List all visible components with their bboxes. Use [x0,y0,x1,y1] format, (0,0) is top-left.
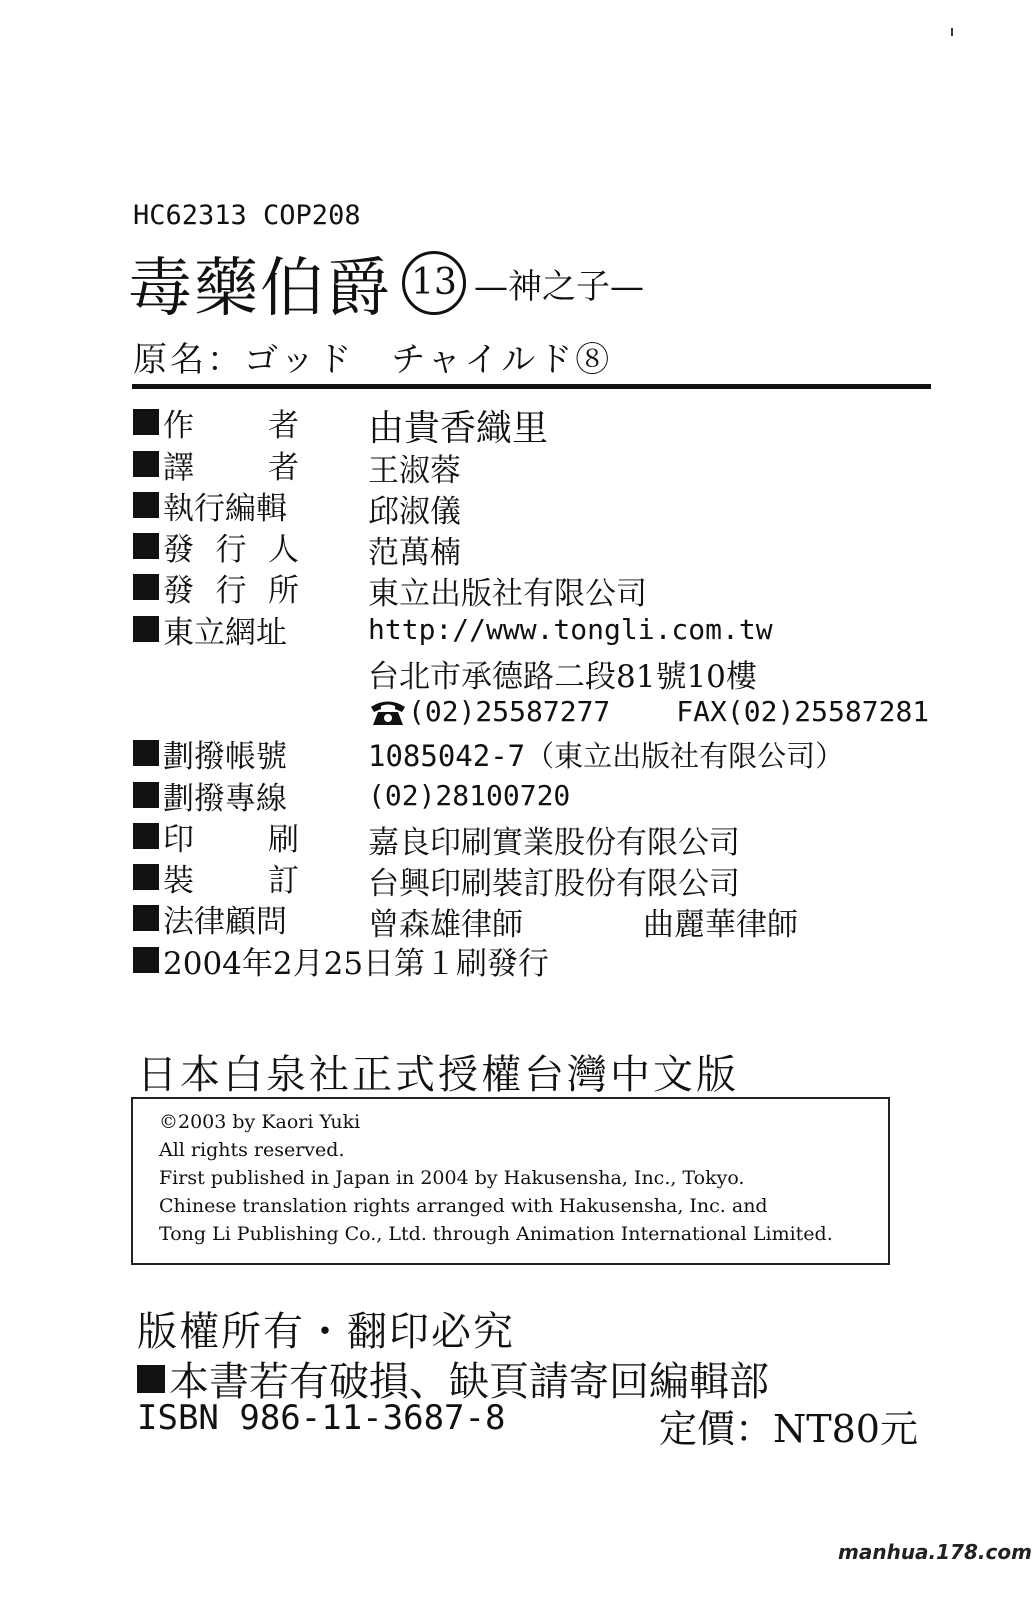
label-char: 作 [163,407,194,444]
website-label: 東立網址 [163,614,287,651]
website-link[interactable]: http://www.tongli.com.tw [368,613,773,646]
original-name: 原名：ゴッド チャイルド⑧ [133,340,613,380]
legal-value-1: 曾森雄律師 [368,907,523,943]
account-label: 劃撥帳號 [163,738,287,775]
book-subtitle: —神之子— [474,266,644,307]
printer-value: 嘉良印刷實業股份有限公司 [368,825,740,861]
isbn: ISBN 986-11-3687-8 [137,1398,506,1438]
copyright-box [131,1097,890,1265]
label-char: 者 [268,407,299,444]
label-char: 發 [163,531,194,568]
label-char: 者 [268,449,299,486]
black-square-icon [133,905,159,931]
credit-publisher [133,526,366,566]
translator-value: 王淑蓉 [368,453,461,489]
hotline-value: (02)28100720 [368,779,571,812]
credit-printer [133,816,366,856]
legal-value-2: 曲麗華律師 [643,907,798,943]
black-square-icon [133,740,159,766]
black-square-icon [137,1365,165,1393]
contact-row [368,695,929,728]
author-value: 由貴香織里 [368,408,549,449]
label-char: 刷 [268,821,299,858]
copyright-line: All rights reserved. [159,1139,345,1161]
label-char: 譯 [163,449,194,486]
black-square-icon [133,782,159,808]
credit-editor [133,485,366,525]
fax-number: FAX(02)25587281 [676,695,930,728]
editor-value: 邱淑儀 [368,494,461,530]
price: 定價：NT80元 [659,1407,918,1451]
copyright-line: Chinese translation rights arranged with Hakusensha, Inc. and [159,1195,768,1217]
black-square-icon [133,823,159,849]
account-value: 1085042-7（東立出版社有限公司） [368,739,845,773]
copyright-line: First published in Japan in 2004 by Hakusensha, Inc., Tokyo. [159,1167,745,1189]
credit-binder [133,857,366,897]
scan-mark [951,28,953,36]
copyright-line: Tong Li Publishing Co., Ltd. through Animation International Limited. [159,1223,833,1245]
authorization-notice: 日本白泉社正式授權台灣中文版 [137,1052,739,1098]
address-value: 台北市承德路二段81號10樓 [368,659,757,695]
black-square-icon [133,492,159,518]
black-square-icon [133,864,159,890]
watermark-site: manhua.178.com [838,1540,1032,1564]
credit-website [133,609,366,649]
black-square-icon [133,451,159,477]
copyright-line: ©2003 by Kaori Yuki [159,1111,361,1133]
label-char: 裝 [163,862,194,899]
label-char: 所 [268,572,299,609]
publishing-house-value: 東立出版社有限公司 [368,576,647,612]
title-row [128,243,644,326]
credit-author [133,402,366,442]
damage-notice: 本書若有破損、缺頁請寄回編輯部 [169,1359,769,1405]
black-square-icon [133,409,159,435]
editor-label: 執行編輯 [163,490,287,527]
label-char: 人 [268,531,299,568]
credit-account [133,733,366,773]
credit-legal [133,898,366,938]
label-char: 發 [163,572,194,609]
legal-label: 法律顧問 [163,903,287,940]
label-char: 印 [163,821,194,858]
publisher-value: 范萬楠 [368,535,461,571]
rights-notice: 版權所有・翻印必究 [137,1309,515,1355]
black-square-icon [133,533,159,559]
label-char: 訂 [268,862,299,899]
phone-number: (02)25587277 [408,695,611,728]
black-square-icon [133,947,159,973]
divider-rule [132,384,931,389]
label-char: 行 [215,531,247,568]
volume-number: 13 [402,251,466,315]
black-square-icon [133,574,159,600]
hotline-label: 劃撥專線 [163,780,287,817]
binder-value: 台興印刷裝訂股份有限公司 [368,866,740,902]
credit-translator [133,444,366,484]
phone-icon [368,698,408,726]
label-char: 行 [215,572,247,609]
credit-publishing-house [133,567,366,607]
black-square-icon [133,616,159,642]
catalog-code: HC62313 COP208 [133,200,361,231]
release-row [133,940,549,980]
book-title: 毒藥伯爵 [128,252,392,326]
credit-hotline [133,775,366,815]
release-date: 2004年2月25日第１刷發行 [163,945,550,982]
